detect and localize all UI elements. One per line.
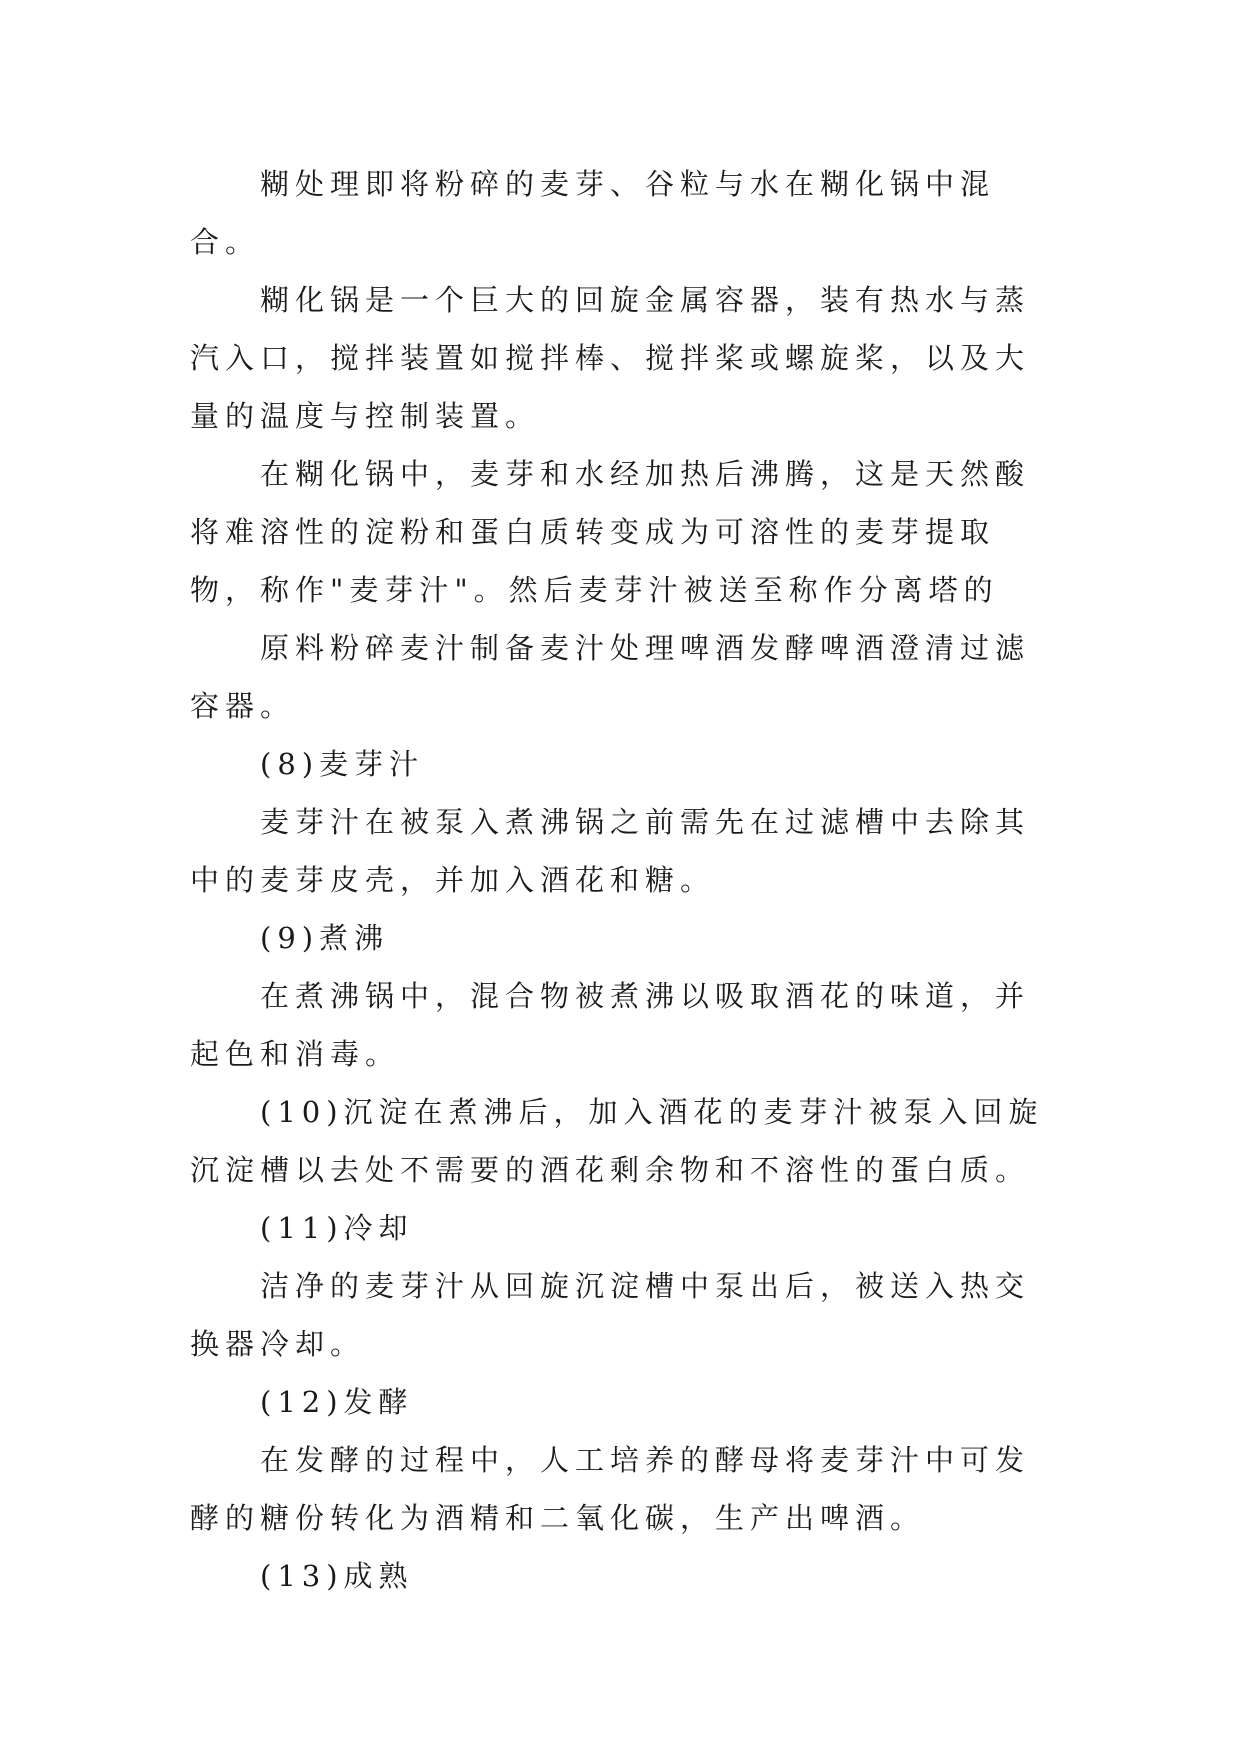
paragraph-mash-tun: 糊化锅是一个巨大的回旋金属容器，装有热水与蒸汽入口，搅拌装置如搅拌棒、搅拌桨或螺旋桨，以及大量的温度与控制装置。 xyxy=(190,283,1031,433)
heading-fermentation: (12)发酵 xyxy=(260,1385,414,1419)
paragraph-sedimentation: (10)沉淀在煮沸后，加入酒花的麦芽汁被泵入回旋沉淀槽以去处不需要的酒花剩余物和不溶性的蛋白质。 xyxy=(190,1095,1044,1187)
paragraph-fermentation: 在发酵的过程中，人工培养的酵母将麦芽汁中可发酵的糖份转化为酒精和二氧化碳，生产出啤酒。 xyxy=(190,1443,1031,1535)
heading-wort: (8)麦芽汁 xyxy=(260,747,425,781)
heading-maturation: (13)成熟 xyxy=(260,1559,414,1593)
paragraph-wort-forming: 在糊化锅中，麦芽和水经加热后沸腾，这是天然酸将难溶性的淀粉和蛋白质转变成为可溶性的麦芽提取物，称作"麦芽汁"。然后麦芽汁被送至称作分离塔的 xyxy=(190,457,1031,607)
document-page xyxy=(190,155,1050,1605)
paragraph-wort: 麦芽汁在被泵入煮沸锅之前需先在过滤槽中去除其中的麦芽皮壳，并加入酒花和糖。 xyxy=(190,805,1031,897)
heading-boiling: (9)煮沸 xyxy=(260,921,390,955)
paragraph-cooling: 洁净的麦芽汁从回旋沉淀槽中泵出后，被送入热交换器冷却。 xyxy=(190,1269,1031,1361)
paragraph-process-list: 原料粉碎麦汁制备麦汁处理啤酒发酵啤酒澄清过滤容器。 xyxy=(190,631,1031,723)
paragraph-mashing-intro: 糊处理即将粉碎的麦芽、谷粒与水在糊化锅中混合。 xyxy=(190,167,996,259)
heading-cooling: (11)冷却 xyxy=(260,1211,414,1245)
paragraph-boiling: 在煮沸锅中，混合物被煮沸以吸取酒花的味道，并起色和消毒。 xyxy=(190,979,1031,1071)
